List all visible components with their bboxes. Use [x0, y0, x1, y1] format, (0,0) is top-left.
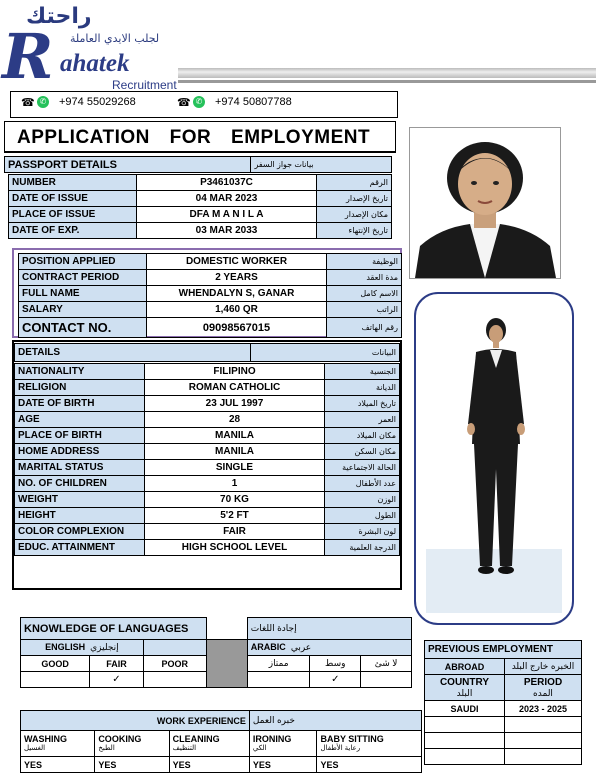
passport-label: DATE OF ISSUE: [9, 191, 137, 207]
passport-rows: [8, 174, 392, 239]
details-label-ar: العمر: [325, 412, 400, 428]
header-stripe: [178, 68, 596, 78]
english-poor-label: POOR: [143, 656, 206, 672]
work-col-value: YES: [169, 757, 249, 773]
position-label: CONTRACT PERIOD: [19, 270, 147, 286]
details-row: [15, 444, 400, 460]
details-label: NO. OF CHILDREN: [15, 476, 145, 492]
position-value: WHENDALYN S, GANAR: [147, 286, 327, 302]
position-label-ar: رقم الهاتف: [327, 318, 402, 338]
details-value: SINGLE: [145, 460, 325, 476]
phone-2-number: +974 50807788: [215, 96, 292, 108]
passport-photo: [409, 127, 561, 279]
details-value: 23 JUL 1997: [145, 396, 325, 412]
position-row: [19, 318, 402, 338]
passport-label-ar: تاريخ الإصدار: [317, 191, 392, 207]
abroad-label: ABROAD: [425, 659, 505, 675]
previous-heading: PREVIOUS EMPLOYMENT: [425, 641, 582, 659]
logo-arabic-subtitle: لجلب الايدي العاملة: [70, 32, 160, 45]
position-label: FULL NAME: [19, 286, 147, 302]
details-value: 28: [145, 412, 325, 428]
details-row: [15, 460, 400, 476]
details-label: NATIONALITY: [15, 364, 145, 380]
details-label-ar: الوزن: [325, 492, 400, 508]
details-row: [15, 396, 400, 412]
portrait-photo: [410, 128, 560, 278]
details-value: MANILA: [145, 428, 325, 444]
title-box: [4, 121, 396, 153]
details-label-ar: الديانة: [325, 380, 400, 396]
phone-2: [177, 96, 292, 108]
full-body-photo: [414, 292, 574, 625]
details-label-ar: مكان السكن: [325, 444, 400, 460]
logo-recruitment: Recruitment: [112, 78, 177, 92]
details-row: [15, 364, 400, 380]
details-value: 5'2 FT: [145, 508, 325, 524]
passport-value: P3461037C: [137, 175, 317, 191]
details-row: [15, 380, 400, 396]
work-col-value: YES: [249, 757, 317, 773]
details-value: HIGH SCHOOL LEVEL: [145, 540, 325, 556]
country-header: COUNTRY البلد: [425, 675, 505, 701]
details-label: HEIGHT: [15, 508, 145, 524]
details-label-ar: الدرجة العلمية: [325, 540, 400, 556]
passport-label: DATE OF EXP.: [9, 223, 137, 239]
work-col-header: COOKING الطبخ: [95, 731, 169, 757]
languages-heading: KNOWLEDGE OF LANGUAGES: [21, 618, 207, 640]
details-label: DATE OF BIRTH: [15, 396, 145, 412]
details-heading-table: [14, 343, 400, 362]
position-value: 1,460 QR: [147, 302, 327, 318]
languages-heading-ar: إجادة اللغات: [247, 618, 411, 640]
details-value: ROMAN CATHOLIC: [145, 380, 325, 396]
arabic-excellent-label: ممتاز: [247, 656, 310, 672]
details-value: FAIR: [145, 524, 325, 540]
position-value: 2 YEARS: [147, 270, 327, 286]
details-label: EDUC. ATTAINMENT: [15, 540, 145, 556]
position-row: [19, 286, 402, 302]
phone-1: [21, 96, 136, 108]
work-col-value: YES: [95, 757, 169, 773]
details-label: AGE: [15, 412, 145, 428]
details-heading-ar: البيانات: [250, 344, 399, 362]
position-row: [19, 254, 402, 270]
work-col-value: YES: [21, 757, 95, 773]
english-fair-check: ✓: [90, 672, 143, 688]
languages-table: [20, 617, 412, 688]
details-heading: DETAILS: [15, 344, 251, 362]
previous-country: SAUDI: [425, 701, 505, 717]
position-row: [19, 270, 402, 286]
logo-arabic-text: راحتك: [26, 4, 92, 29]
position-label: CONTACT NO.: [19, 318, 147, 338]
details-label: PLACE OF BIRTH: [15, 428, 145, 444]
details-label-ar: تاريخ الميلاد: [325, 396, 400, 412]
position-label-ar: الراتب: [327, 302, 402, 318]
header-stripe-line: [178, 80, 596, 83]
previous-employment-table: [424, 640, 582, 765]
previous-period: 2023 - 2025: [505, 701, 582, 717]
page-title: APPLICATION FOR EMPLOYMENT: [17, 127, 371, 148]
details-table: [14, 363, 400, 556]
arabic-medium-label: وسط: [310, 656, 361, 672]
passport-label-ar: مكان الإصدار: [317, 207, 392, 223]
position-label-ar: الوظيفة: [327, 254, 402, 270]
passport-row: [9, 223, 392, 239]
details-label: COLOR COMPLEXION: [15, 524, 145, 540]
position-label-ar: الاسم كامل: [327, 286, 402, 302]
details-label: HOME ADDRESS: [15, 444, 145, 460]
details-value: 70 KG: [145, 492, 325, 508]
passport-heading: PASSPORT DETAILS: [5, 157, 251, 173]
details-label: RELIGION: [15, 380, 145, 396]
phone-icon: ☎: [177, 97, 191, 110]
details-row: [15, 492, 400, 508]
passport-label-ar: الرقم: [317, 175, 392, 191]
arabic-heading: ARABIC عربي: [247, 640, 411, 656]
logo-name: ahatek: [60, 50, 130, 77]
position-value: DOMESTIC WORKER: [147, 254, 327, 270]
details-row: [15, 508, 400, 524]
full-body-figure: [416, 294, 572, 623]
passport-label-ar: تاريخ الإنتهاء: [317, 223, 392, 239]
position-table: [18, 253, 402, 338]
passport-details-table: [4, 156, 392, 173]
details-row: [15, 412, 400, 428]
work-experience-table: [20, 710, 422, 773]
passport-value: DFA M A N I L A: [137, 207, 317, 223]
whatsapp-icon: ✆: [193, 96, 205, 108]
position-value: 09098567015: [147, 318, 327, 338]
arabic-none-label: لا شئ: [361, 656, 412, 672]
position-label: SALARY: [19, 302, 147, 318]
details-row: [15, 540, 400, 556]
phone-1-number: +974 55029268: [59, 96, 136, 108]
passport-row: [9, 175, 392, 191]
logo-letter-r: R: [2, 20, 54, 93]
details-row: [15, 428, 400, 444]
details-label: WEIGHT: [15, 492, 145, 508]
whatsapp-icon: ✆: [37, 96, 49, 108]
work-col-header: WASHING الغسيل: [21, 731, 95, 757]
work-heading-ar: خبره العمل: [249, 711, 421, 731]
passport-heading-ar: بيانات جواز السفر: [251, 157, 392, 173]
passport-label: NUMBER: [9, 175, 137, 191]
english-good-label: GOOD: [21, 656, 90, 672]
details-label-ar: لون البشرة: [325, 524, 400, 540]
details-label-ar: الجنسية: [325, 364, 400, 380]
english-heading: ENGLISH إنجليزي: [21, 640, 144, 656]
passport-value: 03 MAR 2033: [137, 223, 317, 239]
details-label-ar: الطول: [325, 508, 400, 524]
details-label-ar: مكان الميلاد: [325, 428, 400, 444]
details-label-ar: الحالة الاجتماعية: [325, 460, 400, 476]
abroad-label-ar: الخبره خارج البلد: [505, 659, 582, 675]
details-label: MARITAL STATUS: [15, 460, 145, 476]
work-col-header: BABY SITTING رعاية الأطفال: [317, 731, 422, 757]
contact-bar: [10, 91, 398, 118]
position-label-ar: مدة العقد: [327, 270, 402, 286]
work-col-header: IRONING الكي: [249, 731, 317, 757]
details-value: MANILA: [145, 444, 325, 460]
english-fair-label: FAIR: [90, 656, 143, 672]
work-col-header: CLEANING التنظيف: [169, 731, 249, 757]
details-row: [15, 524, 400, 540]
details-label-ar: عدد الأطفال: [325, 476, 400, 492]
language-divider: [206, 640, 247, 688]
details-row: [15, 476, 400, 492]
passport-label: PLACE OF ISSUE: [9, 207, 137, 223]
period-header: PERIOD المده: [505, 675, 582, 701]
position-label: POSITION APPLIED: [19, 254, 147, 270]
passport-row: [9, 207, 392, 223]
passport-row: [9, 191, 392, 207]
passport-value: 04 MAR 2023: [137, 191, 317, 207]
details-value: FILIPINO: [145, 364, 325, 380]
work-heading: WORK EXPERIENCE: [21, 711, 250, 731]
arabic-medium-check: ✓: [310, 672, 361, 688]
work-col-value: YES: [317, 757, 422, 773]
position-row: [19, 302, 402, 318]
phone-icon: ☎: [21, 97, 35, 110]
details-value: 1: [145, 476, 325, 492]
